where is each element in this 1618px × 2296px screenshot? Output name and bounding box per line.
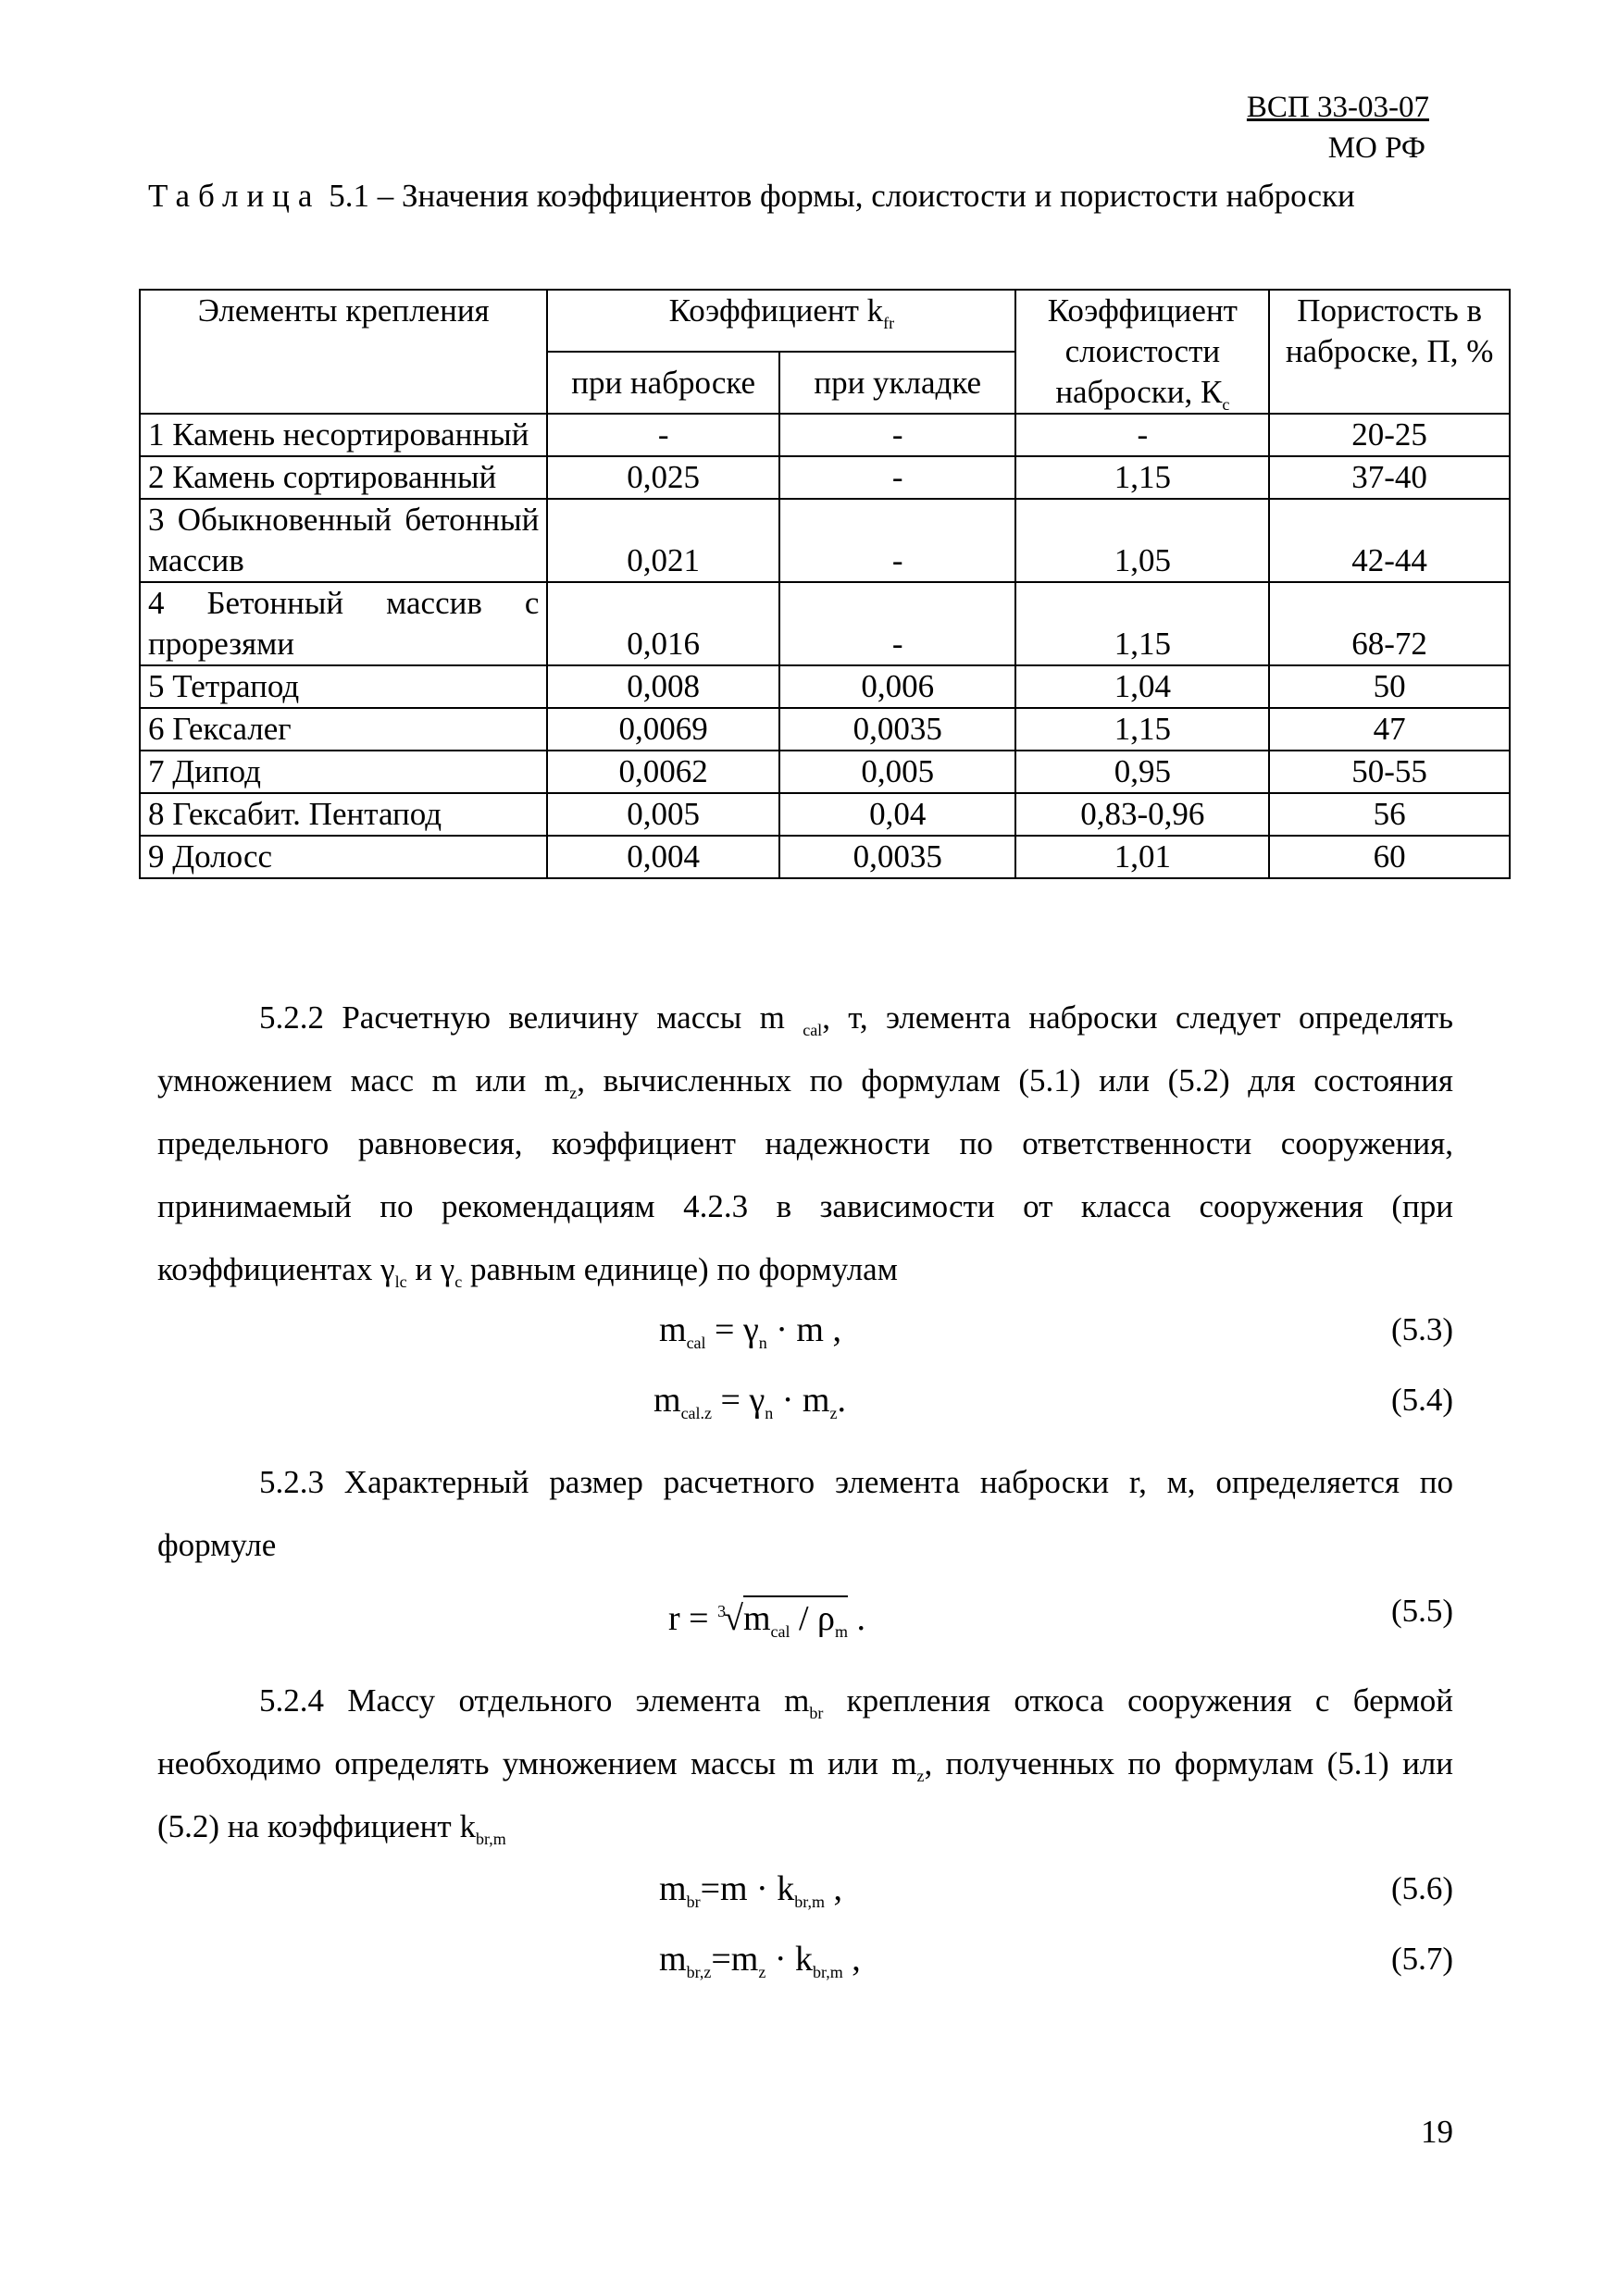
cell-porosity: 47 [1269,708,1510,751]
p522-text-5: равным единице) по формулам [462,1251,898,1287]
formula-5-6-number: (5.6) [1390,1870,1453,1906]
cell-element: 2 Камень сортированный [140,456,547,499]
p524-text-1: 5.2.4 Массу отдельного элемента m [259,1682,810,1719]
table-row [140,708,1510,751]
p524-sub-2: z [916,1767,925,1785]
eq57-c: · k [765,1940,813,1979]
cell-porosity: 42-44 [1269,499,1510,582]
cell-fill: 0,021 [547,499,779,582]
eq55-d: . [848,1599,866,1638]
formula-5-3-number: (5.3) [1390,1311,1453,1347]
cell-porosity: 50-55 [1269,751,1510,793]
eq57-c-sub: br,m [812,1963,843,1981]
formula-5-4-number: (5.4) [1390,1382,1453,1418]
cell-lay: - [779,456,1016,499]
cell-layer-coef: 0,83-0,96 [1015,793,1269,836]
header-porosity: Пористость в наброске, П, % [1269,290,1510,414]
formula-5-6 [659,1866,842,1912]
p522-sub-2: z [569,1084,578,1102]
table-row [140,456,1510,499]
eq55-b: m [742,1599,771,1638]
p524-text-3: , полученных по формулам (5.1) или (5.2) на коэффициент k [157,1745,1453,1844]
cell-layer-coef: 1,15 [1015,582,1269,665]
p522-sub-3: lc [394,1272,407,1291]
table-caption-text: 5.1 – Значения коэффициентов формы, слоистости и пористости наброски [329,178,1355,214]
cell-element: 3 Обыкновенный бетонный массив [140,499,547,582]
eq55-c-sub: m [835,1622,849,1641]
ministry-label: МО РФ [1327,131,1425,165]
cell-fill: 0,025 [547,456,779,499]
cell-element: 6 Гексалег [140,708,547,751]
paragraph-5-2-3: 5.2.3 Характерный размер расчетного элемента наброски r, м, определяется по формуле [157,1464,1453,1563]
cell-layer-coef: 0,95 [1015,751,1269,793]
cell-porosity: 50 [1269,665,1510,708]
cell-element: 1 Камень несортированный [140,414,547,456]
eq54-a-sub: cal.z [680,1404,713,1422]
cell-layer-coef: 1,15 [1015,456,1269,499]
cell-layer-coef: 1,05 [1015,499,1269,582]
header-shape-coef-sub: fr [883,314,895,332]
p522-text-4: и γ [406,1251,455,1287]
eq56-c: , [825,1869,842,1908]
header-when-laying: при укладке [779,352,1016,414]
formula-5-7 [659,1936,861,1982]
eq54-d: . [837,1381,846,1420]
eq55-a: r = [668,1599,718,1638]
eq54-c-sub: z [829,1404,838,1422]
p522-text-1: 5.2.2 Расчетную величину массы m [259,999,785,1036]
cell-lay: - [779,582,1016,665]
eq57-d: , [842,1940,861,1979]
cell-lay: 0,0035 [779,708,1016,751]
cell-fill: 0,008 [547,665,779,708]
eq53-c: · m , [766,1310,841,1349]
eq54-a: m [653,1381,681,1420]
cell-layer-coef: - [1015,414,1269,456]
formula-5-5 [668,1588,865,1642]
formula-5-4 [653,1377,846,1423]
p522-sub-1: cal [803,1021,823,1039]
table-caption-label: Таблица [148,178,321,214]
eq55-radicand [742,1595,849,1641]
eq57-b-sub: z [758,1963,766,1981]
cell-lay: 0,006 [779,665,1016,708]
cell-fill: - [547,414,779,456]
eq54-b: = γ [712,1381,765,1420]
cell-porosity: 56 [1269,793,1510,836]
cell-element: 9 Долосс [140,836,547,878]
eq54-c: · m [773,1381,830,1420]
eq56-a: m [659,1869,687,1908]
p524-sub-3: br,m [475,1830,506,1848]
table-row [140,414,1510,456]
eq55-b-sub: cal [770,1622,790,1641]
eq57-a: m [659,1940,687,1979]
eq57-a-sub: br,z [686,1963,712,1981]
p524-text-2: крепления откоса сооружения с бермой необходимо определять умножением массы m или m [157,1682,1454,1781]
cell-porosity: 20-25 [1269,414,1510,456]
header-layer-coef-text: Коэффициент слоистости наброски, К [1047,292,1238,410]
document-code: ВСП 33-03-07 [1246,91,1429,124]
eq53-b-sub: n [758,1334,767,1352]
p522-sub-4: c [454,1272,463,1291]
p522-text-2: , т, элемента наброски следует определять умножением масс m или m [157,999,1454,1098]
formula-5-7-number: (5.7) [1390,1941,1453,1977]
cell-element: 4 Бетонный массив с прорезями [140,582,547,665]
cell-layer-coef: 1,01 [1015,836,1269,878]
eq57-b: =m [711,1940,759,1979]
formula-5-3 [659,1307,841,1353]
p524-sub-1: br [809,1704,824,1722]
cell-layer-coef: 1,15 [1015,708,1269,751]
formula-5-5-number: (5.5) [1390,1593,1453,1629]
eq53-a: m [659,1310,687,1349]
header-elements: Элементы крепления [140,290,547,414]
eq56-a-sub: br [686,1893,701,1911]
cell-fill: 0,0069 [547,708,779,751]
eq55-c: / ρ [790,1599,836,1638]
table-row [140,836,1510,878]
cell-lay: - [779,499,1016,582]
paragraph-5-2-2 [157,987,1453,1301]
cell-porosity: 68-72 [1269,582,1510,665]
cell-porosity: 37-40 [1269,456,1510,499]
table-row [140,793,1510,836]
table-row [140,665,1510,708]
cell-fill: 0,004 [547,836,779,878]
cell-layer-coef: 1,04 [1015,665,1269,708]
p522-text-3: , вычисленных по формулам (5.1) или (5.2) для состояния предельного равновесия, коэффициент надежности по ответственности сооружения, принимаемый по рекомендациям 4.2.3 в зависимости от класса сооружения (при коэффициентах γ [157,1062,1453,1287]
cell-lay: 0,04 [779,793,1016,836]
header-shape-coef [547,290,1015,352]
table-header-row [140,290,1510,352]
coefficients-table [139,289,1511,879]
header-layer-coef [1015,290,1269,414]
table-row [140,582,1510,665]
cell-element: 5 Тетрапод [140,665,547,708]
header-shape-coef-text: Коэффициент k [668,292,884,329]
cell-lay: - [779,414,1016,456]
cell-fill: 0,0062 [547,751,779,793]
table-row [140,499,1510,582]
cell-element: 7 Дипод [140,751,547,793]
eq53-b: = γ [705,1310,759,1349]
eq56-b: =m · k [700,1869,795,1908]
paragraph-5-2-4 [157,1669,1453,1858]
eq56-b-sub: br,m [794,1893,825,1911]
eq54-b-sub: n [765,1404,774,1422]
eq55-radical-sign: √ [724,1599,743,1638]
cell-lay: 0,005 [779,751,1016,793]
eq55-root-index: 3 [717,1602,727,1620]
cell-element: 8 Гексабит. Пентапод [140,793,547,836]
cell-fill: 0,005 [547,793,779,836]
header-layer-coef-sub: c [1222,395,1230,414]
eq53-a-sub: cal [686,1334,706,1352]
cell-lay: 0,0035 [779,836,1016,878]
cell-porosity: 60 [1269,836,1510,878]
page-number: 19 [1421,2114,1453,2150]
table-caption [148,163,1435,230]
table-row [140,751,1510,793]
header-when-filling: при наброске [547,352,779,414]
cell-fill: 0,016 [547,582,779,665]
